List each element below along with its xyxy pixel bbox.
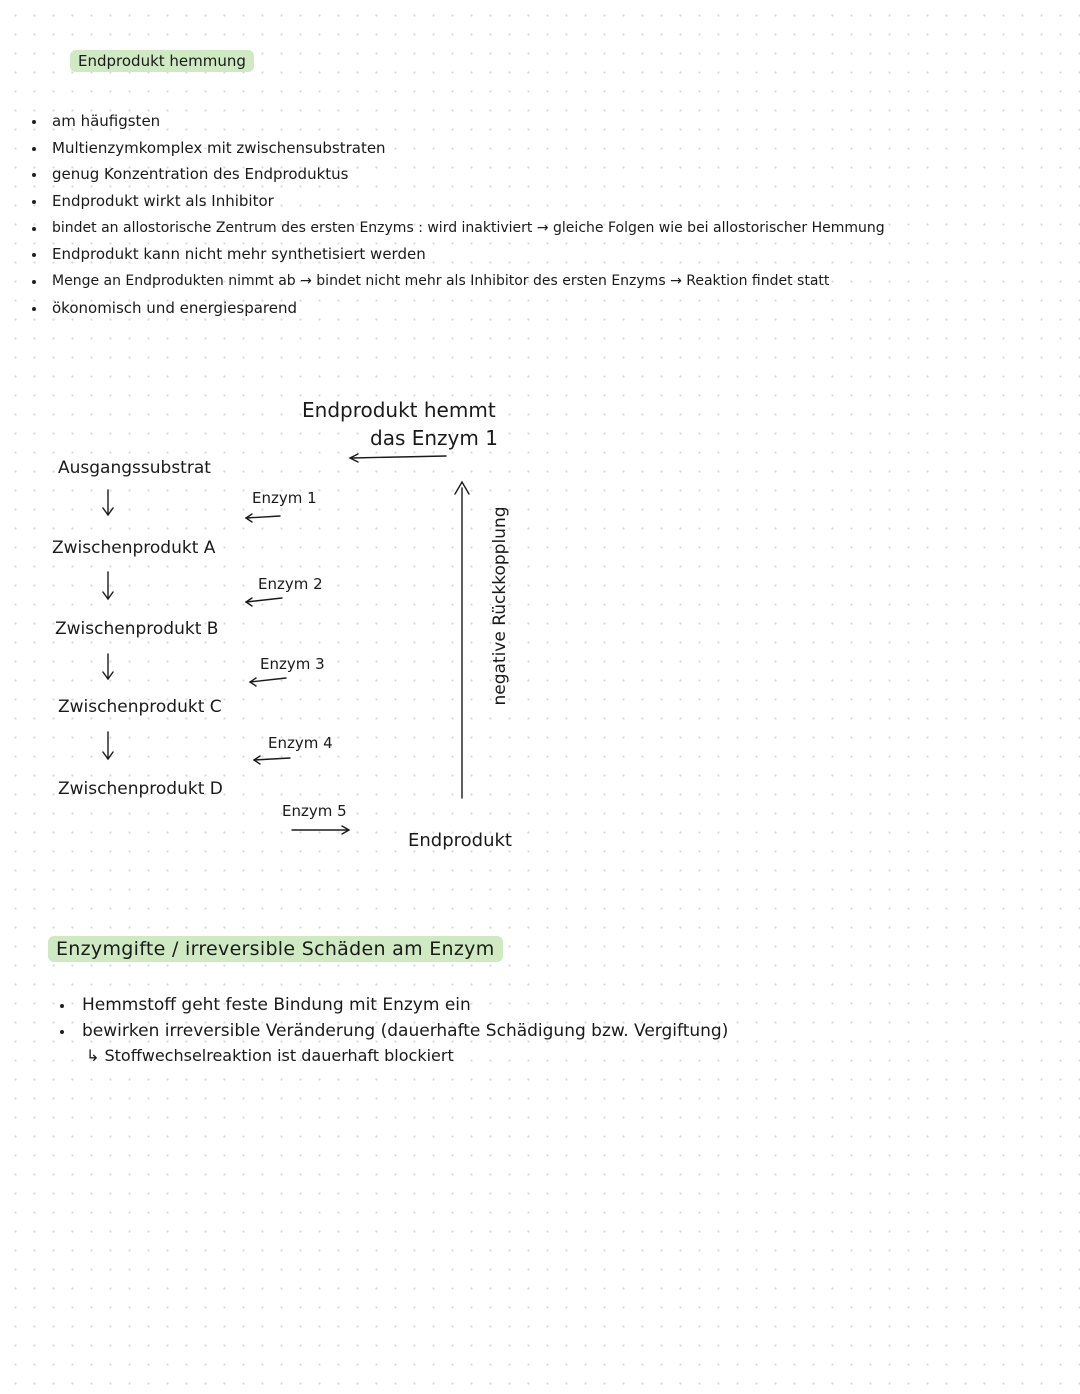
diagram-title-line2: das Enzym 1 bbox=[370, 426, 498, 450]
list-item: bewirken irreversible Veränderung (dauerhafte Schädigung bzw. Vergiftung) bbox=[58, 1018, 728, 1044]
substrate-ausgangssubstrat: Ausgangssubstrat bbox=[58, 458, 211, 478]
list-item: genug Konzentration des Endproduktus bbox=[30, 161, 885, 188]
feedback-label: negative Rückkopplung bbox=[490, 506, 510, 706]
enzymgifte-list bbox=[58, 992, 728, 1044]
enzyme-3-arrow bbox=[250, 678, 286, 686]
list-item: Menge an Endprodukten nimmt ab → bindet nicht mehr als Inhibitor des ersten Enzyms → Reaktion findet statt bbox=[30, 268, 885, 295]
enzyme-4-arrow bbox=[254, 756, 290, 764]
down-arrow-3 bbox=[103, 654, 113, 679]
diagram-title-line1: Endprodukt hemmt bbox=[302, 398, 496, 422]
section-heading-endprodukthemmung: Endprodukt hemmung bbox=[70, 50, 254, 72]
list-item: am häufigsten bbox=[30, 108, 885, 135]
feedback-arrow bbox=[455, 482, 469, 798]
substrate-zwischenprodukt-d: Zwischenprodukt D bbox=[58, 779, 223, 799]
list-item: Endprodukt kann nicht mehr synthetisiert werden bbox=[30, 241, 885, 268]
title-arrow bbox=[350, 454, 446, 462]
substrate-zwischenprodukt-c: Zwischenprodukt C bbox=[58, 697, 222, 717]
enzyme-3-label: Enzym 3 bbox=[260, 655, 325, 673]
enzyme-5-label: Enzym 5 bbox=[282, 802, 347, 820]
enzyme-4-label: Enzym 4 bbox=[268, 734, 333, 752]
enzyme-2-label: Enzym 2 bbox=[258, 575, 323, 593]
enzyme-5-arrow bbox=[292, 826, 349, 834]
enzyme-1-arrow bbox=[246, 514, 280, 522]
result-note: ↳ Stoffwechselreaktion ist dauerhaft blockiert bbox=[86, 1046, 454, 1065]
enzyme-2-arrow bbox=[246, 598, 282, 606]
substrate-zwischenprodukt-a: Zwischenprodukt A bbox=[52, 538, 216, 558]
section-heading-enzymgifte: Enzymgifte / irreversible Schäden am Enzym bbox=[48, 936, 503, 962]
endprodukt-label: Endprodukt bbox=[408, 830, 512, 851]
enzyme-1-label: Enzym 1 bbox=[252, 489, 317, 507]
list-item: Endprodukt wirkt als Inhibitor bbox=[30, 188, 885, 215]
substrate-zwischenprodukt-b: Zwischenprodukt B bbox=[55, 619, 219, 639]
down-arrow-2 bbox=[103, 572, 113, 599]
list-item: ökonomisch und energiesparend bbox=[30, 295, 885, 322]
down-arrow-4 bbox=[103, 732, 113, 759]
list-item: bindet an allostorische Zentrum des ersten Enzyms : wird inaktiviert → gleiche Folgen wie bei allostorischer Hemmung bbox=[30, 215, 885, 242]
down-arrow-1 bbox=[103, 490, 113, 515]
list-item: Multienzymkomplex mit zwischensubstraten bbox=[30, 135, 885, 162]
list-item: Hemmstoff geht feste Bindung mit Enzym ein bbox=[58, 992, 728, 1018]
